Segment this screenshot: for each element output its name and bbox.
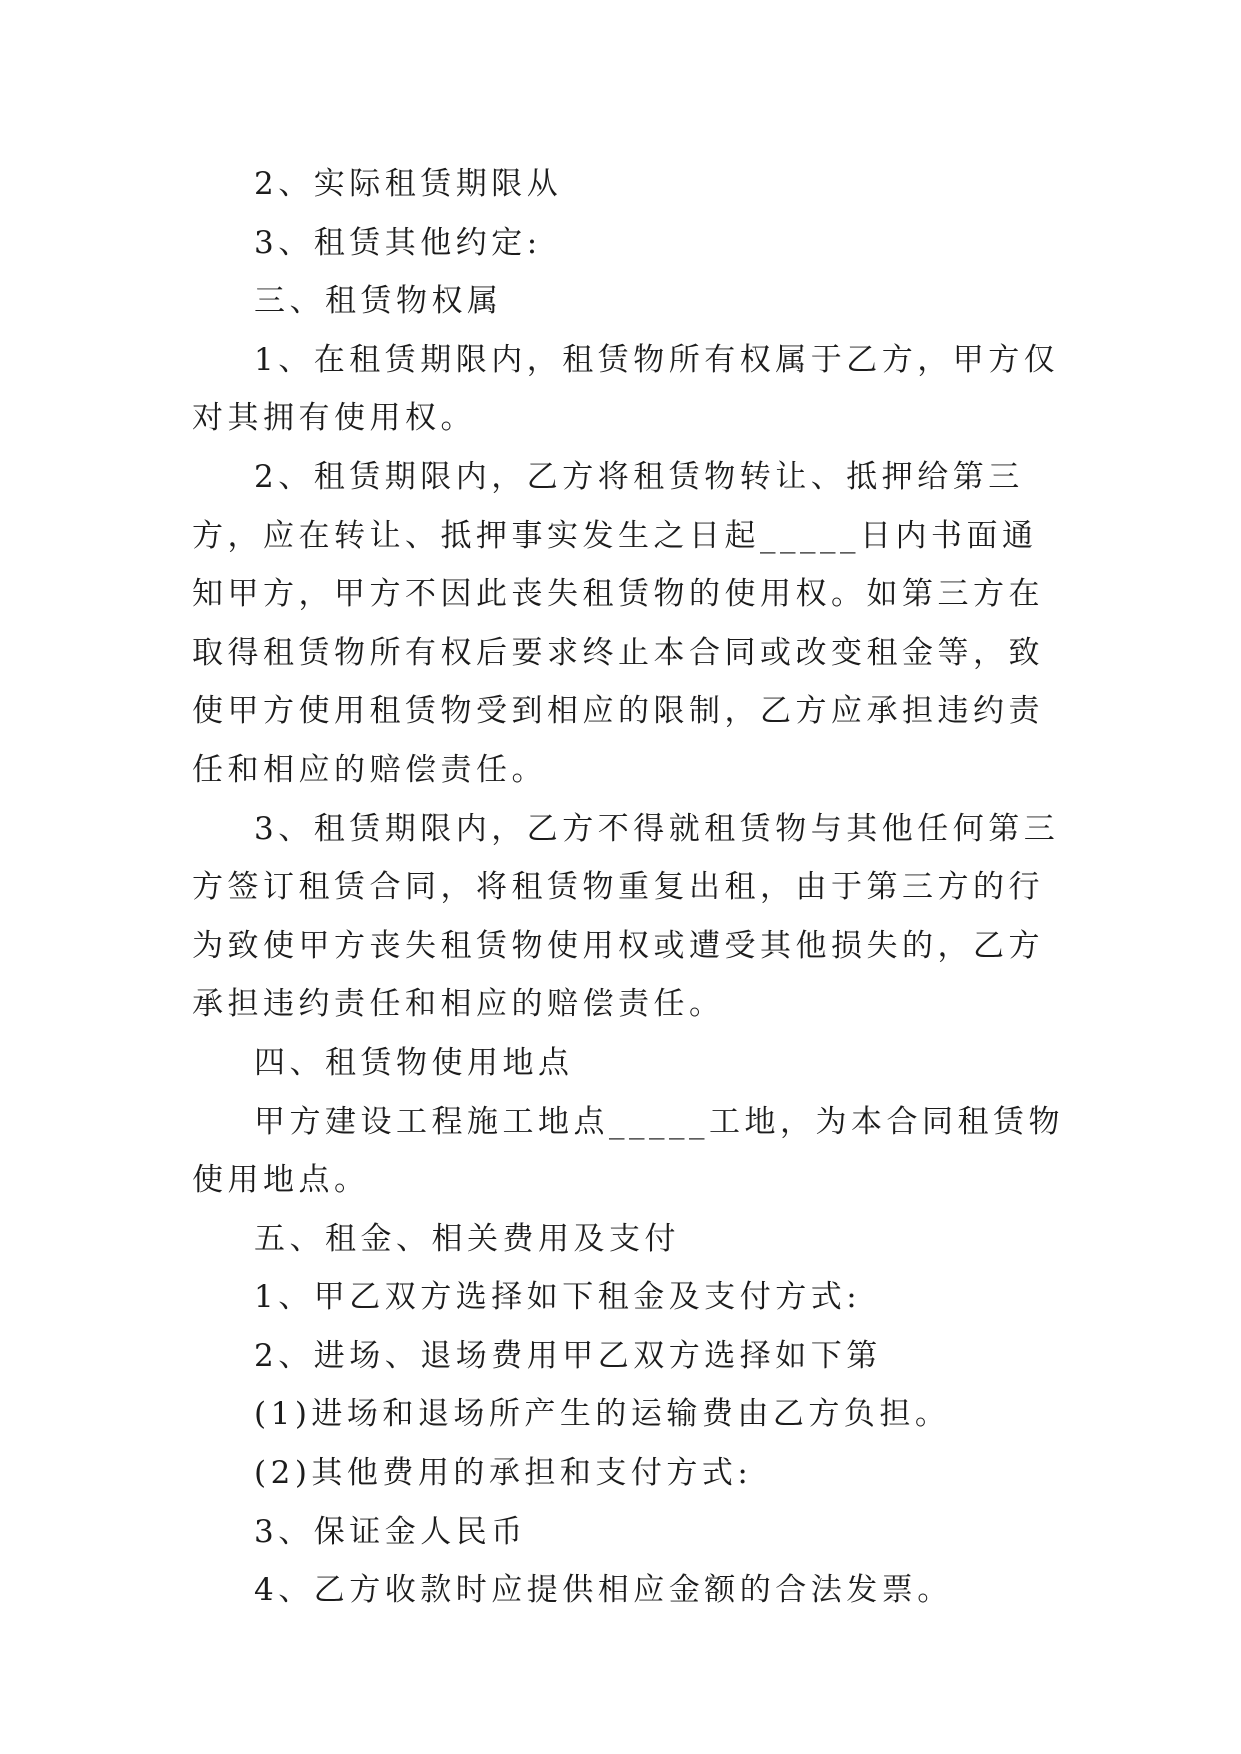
paragraph-entry-exit-fees: 2、进场、退场费用甲乙双方选择如下第 [254,1337,882,1374]
paragraph-invoice: 4、乙方收款时应提供相应金额的合法发票。 [254,1572,953,1609]
section-heading-usage-location: 四、租赁物使用地点 [254,1044,574,1081]
paragraph-ownership-3: 3、租赁期限内，乙方不得就租赁物与其他任何第三方签订租赁合同，将租赁物重复出租，由于第三方的行为致使甲方丧失租赁物使用权或遭受其他损失的，乙方承担违约责任和相应的赔偿责任。 [192,810,1060,1023]
section-heading-ownership: 三、租赁物权属 [254,283,503,320]
paragraph-usage-location: 甲方建设工程施工地点_____工地，为本合同租赁物使用地点。 [192,1103,1064,1199]
paragraph-actual-lease-term: 2、实际租赁期限从 [254,166,563,202]
paragraph-rent-payment: 1、甲乙双方选择如下租金及支付方式: [254,1279,862,1316]
section-heading-rent-fees: 五、租金、相关费用及支付 [254,1220,680,1257]
paragraph-other-lease-terms: 3、租赁其他约定: [254,224,542,261]
paragraph-ownership-1: 1、在租赁期限内，租赁物所有权属于乙方，甲方仅对其拥有使用权。 [192,341,1060,437]
paragraph-other-fees: (2)其他费用的承担和支付方式: [254,1455,753,1492]
paragraph-ownership-2: 2、租赁期限内，乙方将租赁物转让、抵押给第三方，应在转让、抵押事实发生之日起_____日内书面通知甲方，甲方不因此丧失租赁物的使用权。如第三方在取得租赁物所有权后要求终止本合同或改变租金等，致使甲方使用租赁物受到相应的限制，乙方应承担违约责任和相应的赔偿责任。 [192,458,1044,788]
paragraph-deposit: 3、保证金人民币 [254,1513,527,1550]
document-body [192,155,1072,1620]
paragraph-transport-fees: (1)进场和退场所产生的运输费由乙方负担。 [254,1396,951,1433]
